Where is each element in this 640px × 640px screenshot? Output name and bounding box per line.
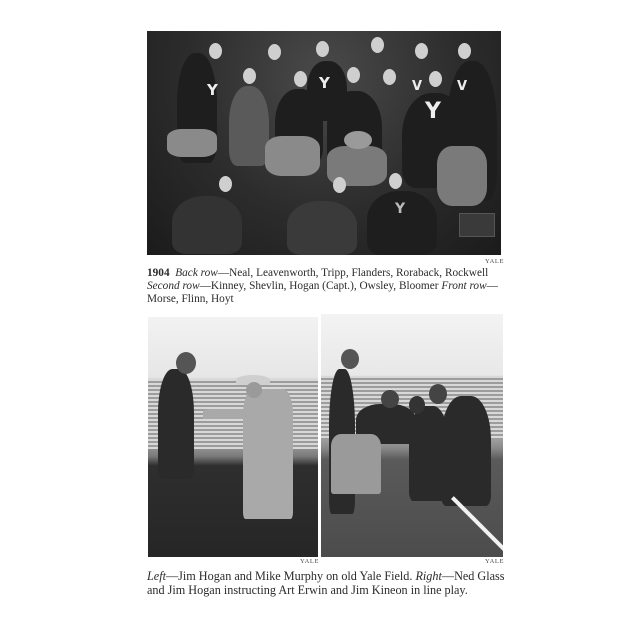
- back-row-names: —Neal, Leavenworth, Tripp, Flanders, Roraback, Rockwell: [217, 267, 489, 279]
- player-face: [243, 68, 256, 84]
- y-letter-icon: V: [457, 79, 468, 94]
- team-photo: [147, 31, 501, 255]
- person-head: [429, 384, 447, 404]
- player-figure: [287, 201, 357, 255]
- photographer-stamp: [459, 213, 495, 237]
- player-figure: [229, 86, 269, 166]
- left-text: —Jim Hogan and Mike Murphy on old Yale Field.: [165, 569, 413, 583]
- person-figure: [441, 396, 491, 506]
- player-pants: [437, 146, 487, 206]
- right-photo: [321, 314, 503, 557]
- back-row-label: Back row: [175, 267, 218, 279]
- player-face: [333, 177, 346, 193]
- second-row-names: —Kinney, Shevlin, Hogan (Capt.), Owsley, Bloomer: [199, 280, 439, 292]
- player-pants: [167, 129, 217, 157]
- player-face: [415, 43, 428, 59]
- person-head: [246, 382, 262, 398]
- bottom-caption: [147, 569, 507, 597]
- player-face: [268, 44, 281, 60]
- photo-credit: YALE: [300, 558, 320, 565]
- y-letter-icon: Y: [319, 74, 330, 92]
- second-row-label: Second row: [147, 280, 200, 292]
- person-figure: [243, 389, 293, 519]
- player-face: [316, 41, 329, 57]
- player-face: [383, 69, 396, 85]
- y-letter-icon: Y: [395, 201, 406, 217]
- player-face: [371, 37, 384, 53]
- player-face: [294, 71, 307, 87]
- player-face: [209, 43, 222, 59]
- photo-credit: YALE: [485, 558, 505, 565]
- player-face: [458, 43, 471, 59]
- player-face: [389, 173, 402, 189]
- caption-year: 1904: [147, 267, 170, 279]
- y-letter-icon: Y: [207, 81, 218, 99]
- player-face: [429, 71, 442, 87]
- arm: [203, 409, 248, 419]
- person-head: [176, 352, 196, 374]
- y-letter-icon: Y: [425, 99, 441, 124]
- left-label: Left: [147, 569, 166, 583]
- person-head: [409, 396, 425, 414]
- y-letter-icon: V: [412, 79, 423, 94]
- football-icon: [344, 131, 372, 149]
- trousers: [331, 434, 381, 494]
- player-figure: [172, 196, 242, 254]
- player-pants: [265, 136, 320, 176]
- front-row-names: — Morse, Flinn, Hoyt: [147, 280, 498, 305]
- person-figure: [158, 369, 194, 479]
- team-photo-caption: [147, 267, 507, 306]
- person-head: [341, 349, 359, 369]
- person-head: [381, 390, 399, 408]
- left-photo: [148, 317, 318, 557]
- right-text: —Ned Glass and Jim Hogan instructing Art Erwin and Jim Kineon in line play.: [147, 569, 505, 597]
- player-face: [219, 176, 232, 192]
- right-label: Right: [415, 569, 442, 583]
- player-face: [347, 67, 360, 83]
- photo-credit: YALE: [485, 258, 505, 265]
- front-row-label: Front row: [441, 280, 487, 292]
